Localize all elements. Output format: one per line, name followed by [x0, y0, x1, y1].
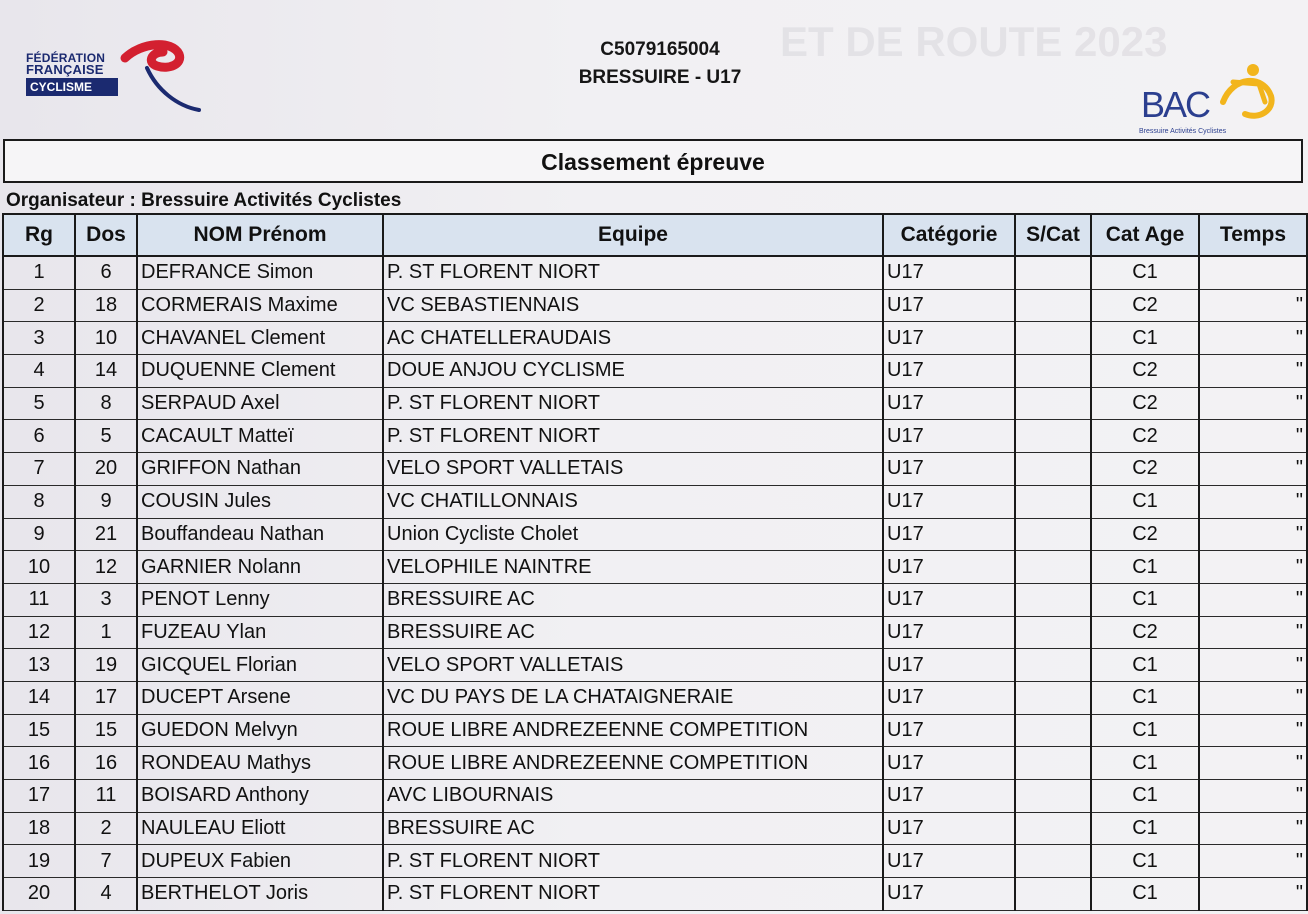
cell-time: "	[1199, 780, 1307, 813]
cell-rank: 10	[3, 551, 75, 584]
cell-rank: 6	[3, 420, 75, 453]
cell-age-category: C2	[1091, 453, 1199, 486]
table-row	[3, 518, 1307, 551]
cell-rank: 5	[3, 387, 75, 420]
cell-time: "	[1199, 551, 1307, 584]
table-row	[3, 747, 1307, 780]
cell-time: "	[1199, 420, 1307, 453]
cell-team: VC SEBASTIENNAIS	[383, 289, 883, 322]
cell-rank: 11	[3, 583, 75, 616]
cell-name: DUCEPT Arsene	[137, 681, 383, 714]
cell-subcategory	[1015, 845, 1091, 878]
cell-time: "	[1199, 812, 1307, 845]
cell-name: COUSIN Jules	[137, 485, 383, 518]
cell-bib: 1	[75, 616, 137, 649]
cell-rank: 9	[3, 518, 75, 551]
cell-subcategory	[1015, 747, 1091, 780]
table-row	[3, 355, 1307, 388]
col-header-age-category: Cat Age	[1091, 214, 1199, 256]
cell-bib: 14	[75, 355, 137, 388]
cell-subcategory	[1015, 878, 1091, 911]
race-code: C5079165004	[600, 39, 720, 60]
cell-subcategory	[1015, 812, 1091, 845]
cell-time: "	[1199, 322, 1307, 355]
cell-team: VC DU PAYS DE LA CHATAIGNERAIE	[383, 681, 883, 714]
table-row	[3, 551, 1307, 584]
cell-subcategory	[1015, 322, 1091, 355]
bac-logo	[1135, 62, 1280, 142]
cell-subcategory	[1015, 289, 1091, 322]
cell-name: Bouffandeau Nathan	[137, 518, 383, 551]
ffc-logo	[22, 40, 207, 115]
cell-category: U17	[883, 878, 1015, 911]
cell-time: "	[1199, 649, 1307, 682]
cell-team: VELOPHILE NAINTRE	[383, 551, 883, 584]
cell-time: "	[1199, 453, 1307, 486]
table-row	[3, 322, 1307, 355]
table-row	[3, 583, 1307, 616]
cell-rank: 14	[3, 681, 75, 714]
cell-category: U17	[883, 583, 1015, 616]
cell-bib: 8	[75, 387, 137, 420]
cell-team: AVC LIBOURNAIS	[383, 780, 883, 813]
cell-team: ROUE LIBRE ANDREZEENNE COMPETITION	[383, 714, 883, 747]
cell-rank: 4	[3, 355, 75, 388]
cell-rank: 17	[3, 780, 75, 813]
cell-subcategory	[1015, 780, 1091, 813]
cell-category: U17	[883, 355, 1015, 388]
cell-team: P. ST FLORENT NIORT	[383, 387, 883, 420]
cell-rank: 3	[3, 322, 75, 355]
cell-team: BRESSUIRE AC	[383, 616, 883, 649]
cell-age-category: C1	[1091, 747, 1199, 780]
cell-name: DUPEUX Fabien	[137, 845, 383, 878]
cell-bib: 17	[75, 681, 137, 714]
cell-time	[1199, 256, 1307, 289]
cell-bib: 20	[75, 453, 137, 486]
cell-age-category: C1	[1091, 649, 1199, 682]
cell-team: VELO SPORT VALLETAIS	[383, 649, 883, 682]
col-header-subcategory: S/Cat	[1015, 214, 1091, 256]
cell-name: CORMERAIS Maxime	[137, 289, 383, 322]
table-row	[3, 256, 1307, 289]
cell-bib: 19	[75, 649, 137, 682]
cell-time: "	[1199, 583, 1307, 616]
col-header-category: Catégorie	[883, 214, 1015, 256]
table-row	[3, 649, 1307, 682]
cell-team: P. ST FLORENT NIORT	[383, 420, 883, 453]
cell-name: FUZEAU Ylan	[137, 616, 383, 649]
cell-time: "	[1199, 355, 1307, 388]
table-row	[3, 485, 1307, 518]
cell-category: U17	[883, 289, 1015, 322]
cell-time: "	[1199, 845, 1307, 878]
cell-rank: 20	[3, 878, 75, 911]
col-header-bib: Dos	[75, 214, 137, 256]
cell-bib: 3	[75, 583, 137, 616]
cell-age-category: C1	[1091, 812, 1199, 845]
cell-category: U17	[883, 649, 1015, 682]
cell-team: BRESSUIRE AC	[383, 812, 883, 845]
cell-age-category: C2	[1091, 387, 1199, 420]
cell-team: DOUE ANJOU CYCLISME	[383, 355, 883, 388]
table-row	[3, 616, 1307, 649]
cell-name: DEFRANCE Simon	[137, 256, 383, 289]
cell-rank: 15	[3, 714, 75, 747]
cell-time: "	[1199, 616, 1307, 649]
cell-subcategory	[1015, 355, 1091, 388]
cell-bib: 16	[75, 747, 137, 780]
cell-subcategory	[1015, 453, 1091, 486]
cell-age-category: C2	[1091, 616, 1199, 649]
cell-age-category: C1	[1091, 485, 1199, 518]
cell-bib: 4	[75, 878, 137, 911]
cell-age-category: C1	[1091, 780, 1199, 813]
cell-bib: 18	[75, 289, 137, 322]
cell-age-category: C2	[1091, 420, 1199, 453]
table-row	[3, 420, 1307, 453]
cell-subcategory	[1015, 420, 1091, 453]
cell-time: "	[1199, 387, 1307, 420]
cell-subcategory	[1015, 551, 1091, 584]
bac-logo-subtitle: Bressuire Activités Cyclistes	[1139, 128, 1227, 135]
cell-rank: 12	[3, 616, 75, 649]
cell-rank: 16	[3, 747, 75, 780]
cell-subcategory	[1015, 649, 1091, 682]
table-row	[3, 878, 1307, 911]
cell-age-category: C2	[1091, 518, 1199, 551]
section-title: Classement épreuve	[541, 149, 765, 175]
cell-name: GICQUEL Florian	[137, 649, 383, 682]
cell-bib: 11	[75, 780, 137, 813]
cell-team: ROUE LIBRE ANDREZEENNE COMPETITION	[383, 747, 883, 780]
cell-age-category: C2	[1091, 355, 1199, 388]
cell-category: U17	[883, 714, 1015, 747]
ffc-logo-band: CYCLISME	[26, 78, 118, 96]
cell-age-category: C1	[1091, 322, 1199, 355]
ffc-logo-text	[26, 52, 120, 96]
table-row	[3, 780, 1307, 813]
cell-rank: 13	[3, 649, 75, 682]
cell-team: P. ST FLORENT NIORT	[383, 256, 883, 289]
cell-subcategory	[1015, 583, 1091, 616]
cell-age-category: C1	[1091, 681, 1199, 714]
cell-name: BERTHELOT Joris	[137, 878, 383, 911]
cell-rank: 8	[3, 485, 75, 518]
cell-category: U17	[883, 453, 1015, 486]
table-row	[3, 714, 1307, 747]
table-body	[3, 256, 1307, 910]
cell-bib: 6	[75, 256, 137, 289]
cell-category: U17	[883, 616, 1015, 649]
cell-age-category: C1	[1091, 845, 1199, 878]
results-table	[2, 213, 1308, 911]
ffc-logo-line2: FRANÇAISE	[26, 62, 104, 77]
cell-age-category: C1	[1091, 256, 1199, 289]
cell-age-category: C1	[1091, 878, 1199, 911]
cell-subcategory	[1015, 714, 1091, 747]
cell-age-category: C1	[1091, 583, 1199, 616]
cell-bib: 2	[75, 812, 137, 845]
cell-bib: 7	[75, 845, 137, 878]
cell-subcategory	[1015, 387, 1091, 420]
cell-name: DUQUENNE Clement	[137, 355, 383, 388]
cell-category: U17	[883, 387, 1015, 420]
cell-age-category: C2	[1091, 289, 1199, 322]
cell-age-category: C1	[1091, 714, 1199, 747]
col-header-name: NOM Prénom	[137, 214, 383, 256]
cell-rank: 18	[3, 812, 75, 845]
cell-rank: 1	[3, 256, 75, 289]
cell-team: P. ST FLORENT NIORT	[383, 878, 883, 911]
cell-bib: 9	[75, 485, 137, 518]
organiser-line: Organisateur : Bressuire Activités Cyclistes	[6, 190, 402, 211]
cell-team: AC CHATELLERAUDAIS	[383, 322, 883, 355]
cell-time: "	[1199, 289, 1307, 322]
table-header-row	[3, 214, 1307, 256]
cell-name: BOISARD Anthony	[137, 780, 383, 813]
cell-name: GUEDON Melvyn	[137, 714, 383, 747]
cell-category: U17	[883, 518, 1015, 551]
cell-time: "	[1199, 681, 1307, 714]
cell-bib: 15	[75, 714, 137, 747]
table-row	[3, 387, 1307, 420]
bac-logo-letters: BAC	[1141, 84, 1210, 125]
cell-category: U17	[883, 812, 1015, 845]
col-header-rank: Rg	[3, 214, 75, 256]
cell-name: PENOT Lenny	[137, 583, 383, 616]
section-title-box	[3, 139, 1303, 183]
cell-time: "	[1199, 714, 1307, 747]
cell-rank: 2	[3, 289, 75, 322]
table-row	[3, 453, 1307, 486]
cell-category: U17	[883, 322, 1015, 355]
table-row	[3, 289, 1307, 322]
cell-category: U17	[883, 551, 1015, 584]
table-row	[3, 845, 1307, 878]
table-row	[3, 681, 1307, 714]
cell-category: U17	[883, 420, 1015, 453]
cell-age-category: C1	[1091, 551, 1199, 584]
cell-time: "	[1199, 518, 1307, 551]
cell-team: Union Cycliste Cholet	[383, 518, 883, 551]
cell-team: P. ST FLORENT NIORT	[383, 845, 883, 878]
cell-subcategory	[1015, 681, 1091, 714]
cell-bib: 21	[75, 518, 137, 551]
cell-rank: 19	[3, 845, 75, 878]
cell-subcategory	[1015, 518, 1091, 551]
cell-team: BRESSUIRE AC	[383, 583, 883, 616]
cell-bib: 5	[75, 420, 137, 453]
cell-name: GRIFFON Nathan	[137, 453, 383, 486]
cell-category: U17	[883, 256, 1015, 289]
cell-category: U17	[883, 845, 1015, 878]
col-header-team: Equipe	[383, 214, 883, 256]
cell-subcategory	[1015, 256, 1091, 289]
cell-rank: 7	[3, 453, 75, 486]
ffc-logo-line1: FÉDÉRATION	[26, 51, 106, 65]
cell-subcategory	[1015, 616, 1091, 649]
race-title: BRESSUIRE - U17	[578, 67, 742, 88]
watermark-text: ET DE ROUTE 2023	[780, 18, 1168, 65]
ffc-swoosh-icon	[117, 40, 207, 115]
race-header	[440, 36, 880, 92]
cell-category: U17	[883, 681, 1015, 714]
cell-name: SERPAUD Axel	[137, 387, 383, 420]
cell-time: "	[1199, 747, 1307, 780]
cell-bib: 12	[75, 551, 137, 584]
cell-subcategory	[1015, 485, 1091, 518]
cell-name: CACAULT Matteï	[137, 420, 383, 453]
cell-time: "	[1199, 485, 1307, 518]
cell-name: GARNIER Nolann	[137, 551, 383, 584]
col-header-time: Temps	[1199, 214, 1307, 256]
cell-time: "	[1199, 878, 1307, 911]
cell-name: NAULEAU Eliott	[137, 812, 383, 845]
cell-category: U17	[883, 780, 1015, 813]
cell-team: VELO SPORT VALLETAIS	[383, 453, 883, 486]
cell-name: CHAVANEL Clement	[137, 322, 383, 355]
table-row	[3, 812, 1307, 845]
cell-category: U17	[883, 485, 1015, 518]
cell-category: U17	[883, 747, 1015, 780]
cell-name: RONDEAU Mathys	[137, 747, 383, 780]
cell-bib: 10	[75, 322, 137, 355]
cell-team: VC CHATILLONNAIS	[383, 485, 883, 518]
